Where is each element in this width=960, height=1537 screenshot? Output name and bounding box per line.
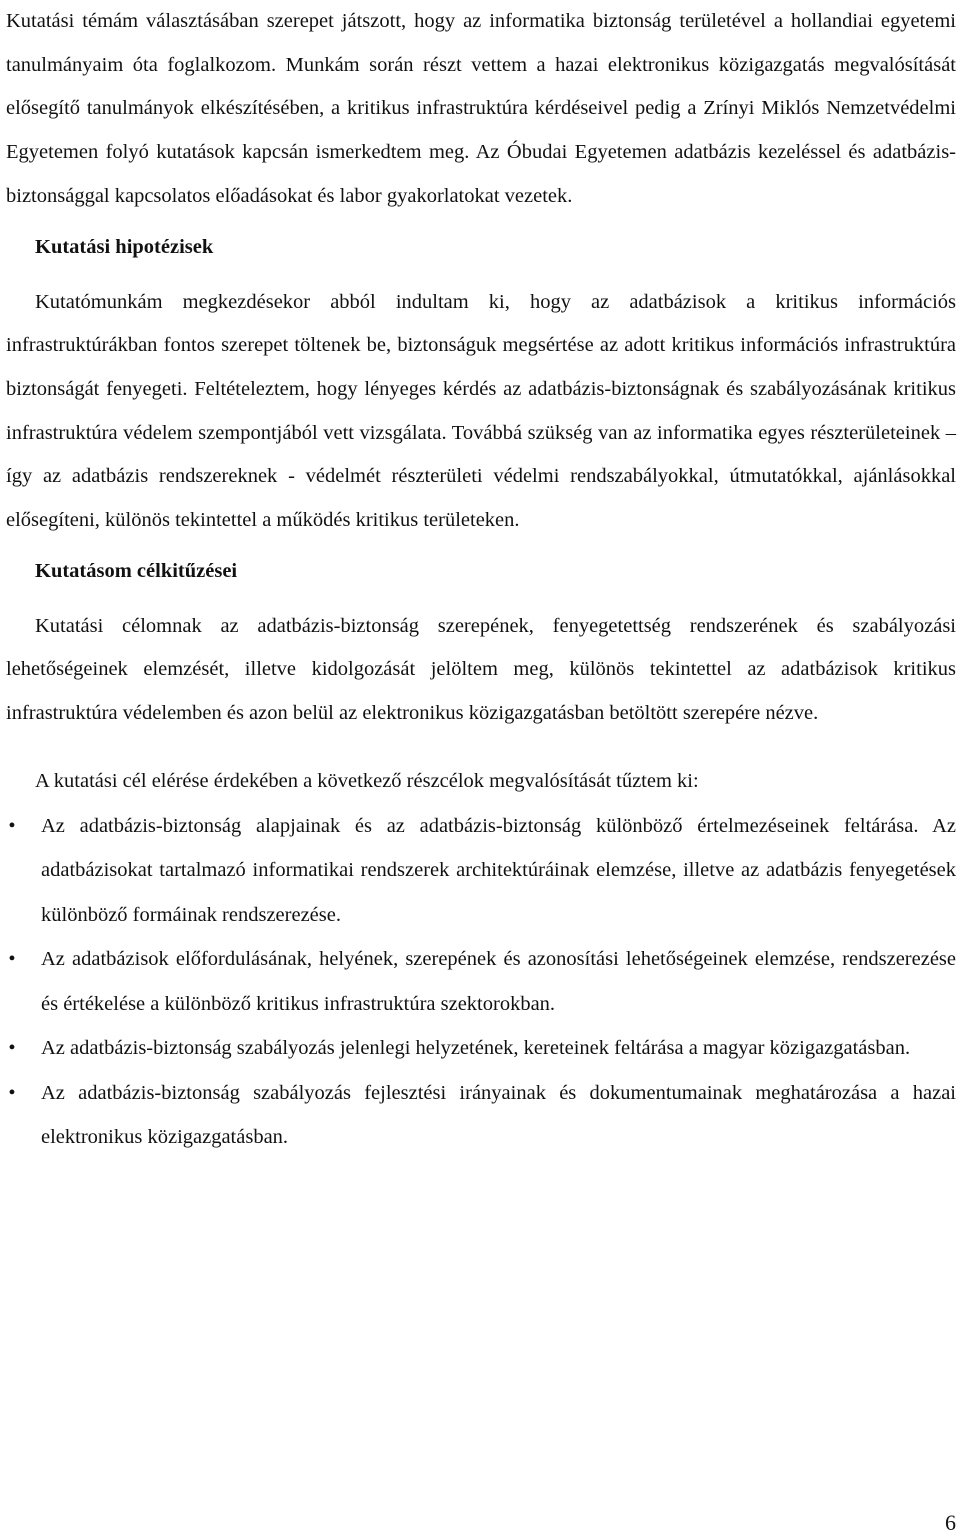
document-page bbox=[6, 0, 956, 1160]
page-number: 6 bbox=[945, 1510, 956, 1535]
list-item bbox=[6, 937, 956, 1026]
bullet-icon: • bbox=[8, 1037, 16, 1060]
intro-paragraph: Kutatási témám választásában szerepet játszott, hogy az informatika biztonság területével a hollandiai egyetemi tanulmányaim óta foglalkozom. Munkám során részt vettem a hazai elektronikus közigazgatás megvalósítását elősegítő tanulmányok elkészítésében, a kritikus infrastruktúra kérdéseivel pedig a Zrínyi Miklós Nemzetvédelmi Egyetemen folyó kutatások kapcsán ismerkedtem meg. Az Óbudai Egyetemen adatbázis kezeléssel és adatbázis-biztonsággal kapcsolatos előadásokat és labor gyakorlatokat vezetek. bbox=[6, 10, 956, 207]
bullet-icon: • bbox=[8, 1081, 16, 1104]
goals-paragraph: Kutatási célomnak az adatbázis-biztonság szerepének, fenyegetettség rendszerének és szabályozási lehetőségeinek elemzését, illetve kidolgozását jelöltem meg, különös tekintettel az adatbázisok kritikus infrastruktúra védelemben és azon belül az elektronikus közigazgatásban betöltött szerepére nézve. bbox=[6, 614, 956, 725]
subgoals-intro: A kutatási cél elérése érdekében a következő részcélok megvalósítását tűztem ki: bbox=[35, 769, 699, 792]
list-item-text: Az adatbázisok előfordulásának, helyének, szerepének és azonosítási lehetőségeinek elemzése, rendszerezése és értékelése a különböző kritikus infrastruktúra szektorokban. bbox=[41, 948, 956, 1015]
list-item-text: Az adatbázis-biztonság szabályozás jelenlegi helyzetének, kereteinek feltárása a magyar közigazgatásban. bbox=[41, 1037, 911, 1060]
list-item-text: Az adatbázis-biztonság alapjainak és az adatbázis-biztonság különböző értelmezéseinek feltárása. Az adatbázisokat tartalmazó informatikai rendszerek architektúráinak elemzése, illetve az adatbázis fenyegetések különböző formáinak rendszerezése. bbox=[41, 814, 956, 926]
list-item-text: Az adatbázis-biztonság szabályozás fejlesztési irányainak és dokumentumainak meghatározása a hazai elektronikus közigazgatásban. bbox=[41, 1081, 956, 1149]
bullet-icon: • bbox=[8, 948, 16, 971]
list-item bbox=[6, 1071, 956, 1160]
bullet-icon: • bbox=[8, 814, 16, 837]
list-item bbox=[6, 1026, 956, 1071]
hypotheses-paragraph: Kutatómunkám megkezdésekor abból indultam ki, hogy az adatbázisok a kritikus információs infrastruktúrákban fontos szerepet töltenek be, biztonságuk megsértése az adott kritikus információs infrastruktúra biztonságát fenyegeti. Feltételeztem, hogy lényeges kérdés az adatbázis-biztonságnak és szabályozásának kritikus infrastruktúra védelem szempontjából vett vizsgálata. Továbbá szükség van az informatika egyes részterületeinek – így az adatbázis rendszereknek - védelmét részterületi védelmi rendszabályokkal, útmutatókkal, ajánlásokkal elősegíteni, különös tekintettel a működés kritikus területeken. bbox=[6, 290, 956, 532]
list-item bbox=[6, 804, 956, 938]
hypotheses-heading: Kutatási hipotézisek bbox=[35, 235, 214, 258]
goals-heading: Kutatásom célkitűzései bbox=[35, 559, 238, 582]
subgoals-list bbox=[6, 804, 956, 1160]
